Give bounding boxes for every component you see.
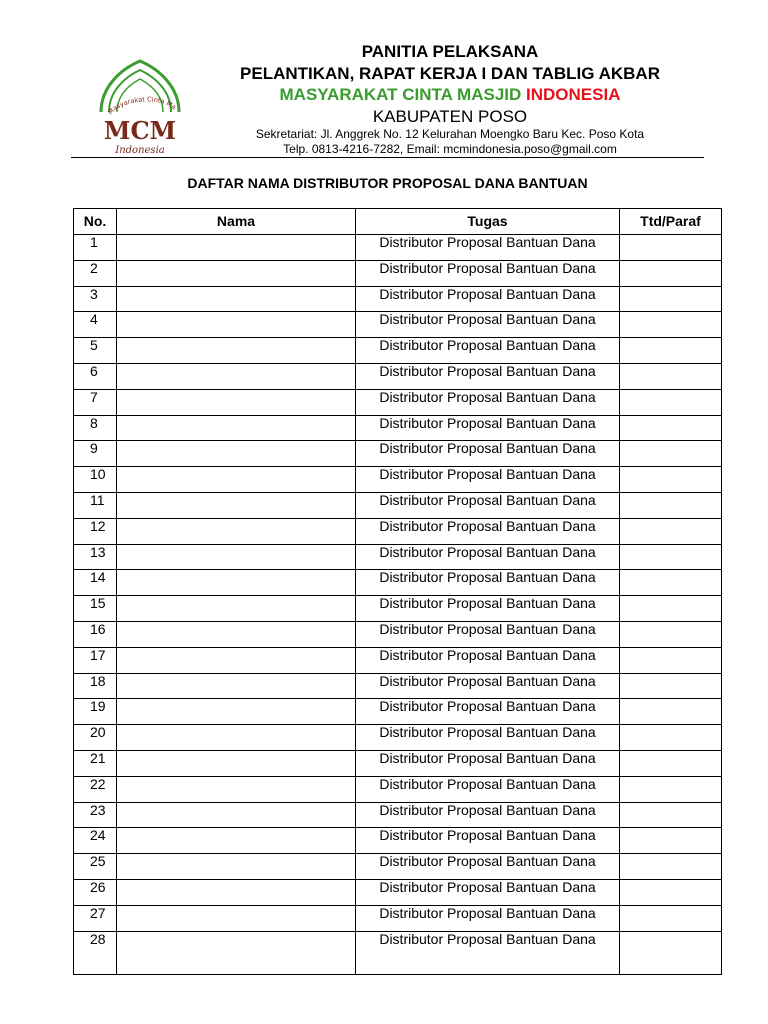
row-number: 8: [74, 415, 117, 441]
signature-cell[interactable]: [620, 467, 722, 493]
signature-cell[interactable]: [620, 725, 722, 751]
mosque-dome-logo-icon: [71, 57, 209, 163]
row-number: 16: [74, 621, 117, 647]
document-title: DAFTAR NAMA DISTRIBUTOR PROPOSAL DANA BANTUAN: [187, 175, 588, 191]
signature-cell[interactable]: [620, 363, 722, 389]
row-number: 20: [74, 725, 117, 751]
table-row: [74, 389, 722, 415]
signature-cell[interactable]: [620, 518, 722, 544]
name-cell[interactable]: [117, 544, 356, 570]
signature-cell[interactable]: [620, 492, 722, 518]
row-number: 23: [74, 802, 117, 828]
logo-monogram: MCM: [103, 116, 177, 145]
name-cell[interactable]: [117, 492, 356, 518]
task-cell: Distributor Proposal Bantuan Dana: [356, 389, 620, 415]
row-number: 26: [74, 879, 117, 905]
name-cell[interactable]: [117, 235, 356, 261]
task-cell: Distributor Proposal Bantuan Dana: [356, 518, 620, 544]
task-cell: Distributor Proposal Bantuan Dana: [356, 776, 620, 802]
task-cell: Distributor Proposal Bantuan Dana: [356, 647, 620, 673]
task-cell: Distributor Proposal Bantuan Dana: [356, 363, 620, 389]
row-number: 4: [74, 312, 117, 338]
table-row: [74, 286, 722, 312]
task-cell: Distributor Proposal Bantuan Dana: [356, 338, 620, 364]
name-cell[interactable]: [117, 879, 356, 905]
signature-cell[interactable]: [620, 879, 722, 905]
name-cell[interactable]: [117, 828, 356, 854]
row-number: 11: [74, 492, 117, 518]
table-row: [74, 441, 722, 467]
signature-cell[interactable]: [620, 286, 722, 312]
task-cell: Distributor Proposal Bantuan Dana: [356, 854, 620, 880]
task-cell: Distributor Proposal Bantuan Dana: [356, 750, 620, 776]
row-number: 22: [74, 776, 117, 802]
table-row: [74, 750, 722, 776]
task-cell: Distributor Proposal Bantuan Dana: [356, 492, 620, 518]
task-cell: Distributor Proposal Bantuan Dana: [356, 596, 620, 622]
task-cell: Distributor Proposal Bantuan Dana: [356, 235, 620, 261]
table-row: [74, 647, 722, 673]
name-cell[interactable]: [117, 647, 356, 673]
task-cell: Distributor Proposal Bantuan Dana: [356, 286, 620, 312]
signature-cell[interactable]: [620, 312, 722, 338]
signature-cell[interactable]: [620, 828, 722, 854]
signature-cell[interactable]: [620, 802, 722, 828]
task-cell: Distributor Proposal Bantuan Dana: [356, 725, 620, 751]
signature-cell[interactable]: [620, 854, 722, 880]
task-cell: Distributor Proposal Bantuan Dana: [356, 699, 620, 725]
row-number: 28: [74, 931, 117, 974]
name-cell[interactable]: [117, 854, 356, 880]
task-cell: Distributor Proposal Bantuan Dana: [356, 905, 620, 931]
table-row: [74, 673, 722, 699]
table-row: [74, 879, 722, 905]
table-row: [74, 854, 722, 880]
header-no: No.: [74, 209, 117, 235]
signature-cell[interactable]: [620, 389, 722, 415]
signature-cell[interactable]: [620, 776, 722, 802]
name-cell[interactable]: [117, 621, 356, 647]
table-row: [74, 699, 722, 725]
table-row: [74, 492, 722, 518]
row-number: 19: [74, 699, 117, 725]
distributor-table: [73, 208, 722, 975]
row-number: 3: [74, 286, 117, 312]
name-cell[interactable]: [117, 415, 356, 441]
table-row: [74, 518, 722, 544]
row-number: 1: [74, 235, 117, 261]
signature-cell[interactable]: [620, 673, 722, 699]
signature-cell[interactable]: [620, 750, 722, 776]
name-cell[interactable]: [117, 518, 356, 544]
table-row: [74, 363, 722, 389]
regency-name: KABUPATEN POSO: [372, 107, 528, 126]
signature-cell[interactable]: [620, 544, 722, 570]
event-name: PELANTIKAN, RAPAT KERJA I DAN TABLIG AKBAR: [240, 64, 660, 83]
logo-script: Indonesia: [115, 145, 165, 156]
task-cell: Distributor Proposal Bantuan Dana: [356, 828, 620, 854]
name-cell[interactable]: [117, 699, 356, 725]
table-row: [74, 415, 722, 441]
signature-cell[interactable]: [620, 699, 722, 725]
table-row: [74, 544, 722, 570]
row-number: 9: [74, 441, 117, 467]
name-cell[interactable]: [117, 750, 356, 776]
header-sign: Ttd/Paraf: [620, 209, 722, 235]
row-number: 14: [74, 570, 117, 596]
signature-cell[interactable]: [620, 570, 722, 596]
letterhead-divider: [71, 157, 704, 158]
row-number: 15: [74, 596, 117, 622]
task-cell: Distributor Proposal Bantuan Dana: [356, 415, 620, 441]
name-cell[interactable]: [117, 363, 356, 389]
table-row: [74, 467, 722, 493]
org-name: PANITIA PELAKSANA: [361, 42, 539, 61]
signature-cell[interactable]: [620, 235, 722, 261]
table-row: [74, 338, 722, 364]
name-cell[interactable]: [117, 802, 356, 828]
row-number: 7: [74, 389, 117, 415]
table-row: [74, 260, 722, 286]
name-cell[interactable]: [117, 596, 356, 622]
signature-cell[interactable]: [620, 596, 722, 622]
row-number: 25: [74, 854, 117, 880]
table-row: [74, 931, 722, 974]
name-cell[interactable]: [117, 312, 356, 338]
logo-arc-text: Masyarakat Cinta Ma: [106, 95, 178, 117]
signature-cell[interactable]: [620, 338, 722, 364]
task-cell: Distributor Proposal Bantuan Dana: [356, 441, 620, 467]
mcm-logo: [71, 57, 209, 163]
name-cell[interactable]: [117, 260, 356, 286]
row-number: 21: [74, 750, 117, 776]
name-cell[interactable]: [117, 673, 356, 699]
table-row: [74, 596, 722, 622]
header-task: Tugas: [356, 209, 620, 235]
name-cell[interactable]: [117, 338, 356, 364]
secretariat-address: Sekretariat: Jl. Anggrek No. 12 Kelurahan Moengko Baru Kec. Poso Kota: [255, 127, 645, 141]
table-row: [74, 905, 722, 931]
task-cell: Distributor Proposal Bantuan Dana: [356, 544, 620, 570]
task-cell: Distributor Proposal Bantuan Dana: [356, 879, 620, 905]
table-row: [74, 725, 722, 751]
table-row: [74, 621, 722, 647]
task-cell: Distributor Proposal Bantuan Dana: [356, 312, 620, 338]
task-cell: Distributor Proposal Bantuan Dana: [356, 467, 620, 493]
table-row: [74, 776, 722, 802]
name-cell[interactable]: [117, 570, 356, 596]
name-cell[interactable]: [117, 286, 356, 312]
name-cell[interactable]: [117, 905, 356, 931]
table-header-row: [74, 209, 722, 235]
table-row: [74, 312, 722, 338]
name-cell[interactable]: [117, 389, 356, 415]
table-row: [74, 235, 722, 261]
community-name-green: MASYARAKAT CINTA MASJID: [279, 85, 522, 104]
row-number: 5: [74, 338, 117, 364]
name-cell[interactable]: [117, 467, 356, 493]
task-cell: Distributor Proposal Bantuan Dana: [356, 802, 620, 828]
row-number: 6: [74, 363, 117, 389]
signature-cell[interactable]: [620, 647, 722, 673]
signature-cell[interactable]: [620, 905, 722, 931]
header-name: Nama: [117, 209, 356, 235]
row-number: 18: [74, 673, 117, 699]
name-cell[interactable]: [117, 725, 356, 751]
task-cell: Distributor Proposal Bantuan Dana: [356, 931, 620, 974]
name-cell[interactable]: [117, 441, 356, 467]
row-number: 24: [74, 828, 117, 854]
signature-cell[interactable]: [620, 441, 722, 467]
community-name-red: INDONESIA: [526, 85, 621, 104]
row-number: 17: [74, 647, 117, 673]
table-row: [74, 802, 722, 828]
signature-cell[interactable]: [620, 931, 722, 974]
row-number: 13: [74, 544, 117, 570]
signature-cell[interactable]: [620, 260, 722, 286]
signature-cell[interactable]: [620, 415, 722, 441]
task-cell: Distributor Proposal Bantuan Dana: [356, 621, 620, 647]
task-cell: Distributor Proposal Bantuan Dana: [356, 260, 620, 286]
name-cell[interactable]: [117, 931, 356, 974]
task-cell: Distributor Proposal Bantuan Dana: [356, 673, 620, 699]
signature-cell[interactable]: [620, 621, 722, 647]
table-row: [74, 828, 722, 854]
contact-info: Telp. 0813-4216-7282, Email: mcmindonesia.poso@gmail.com: [283, 142, 617, 156]
row-number: 2: [74, 260, 117, 286]
task-cell: Distributor Proposal Bantuan Dana: [356, 570, 620, 596]
row-number: 12: [74, 518, 117, 544]
row-number: 27: [74, 905, 117, 931]
row-number: 10: [74, 467, 117, 493]
table-row: [74, 570, 722, 596]
community-name: [224, 85, 676, 105]
name-cell[interactable]: [117, 776, 356, 802]
